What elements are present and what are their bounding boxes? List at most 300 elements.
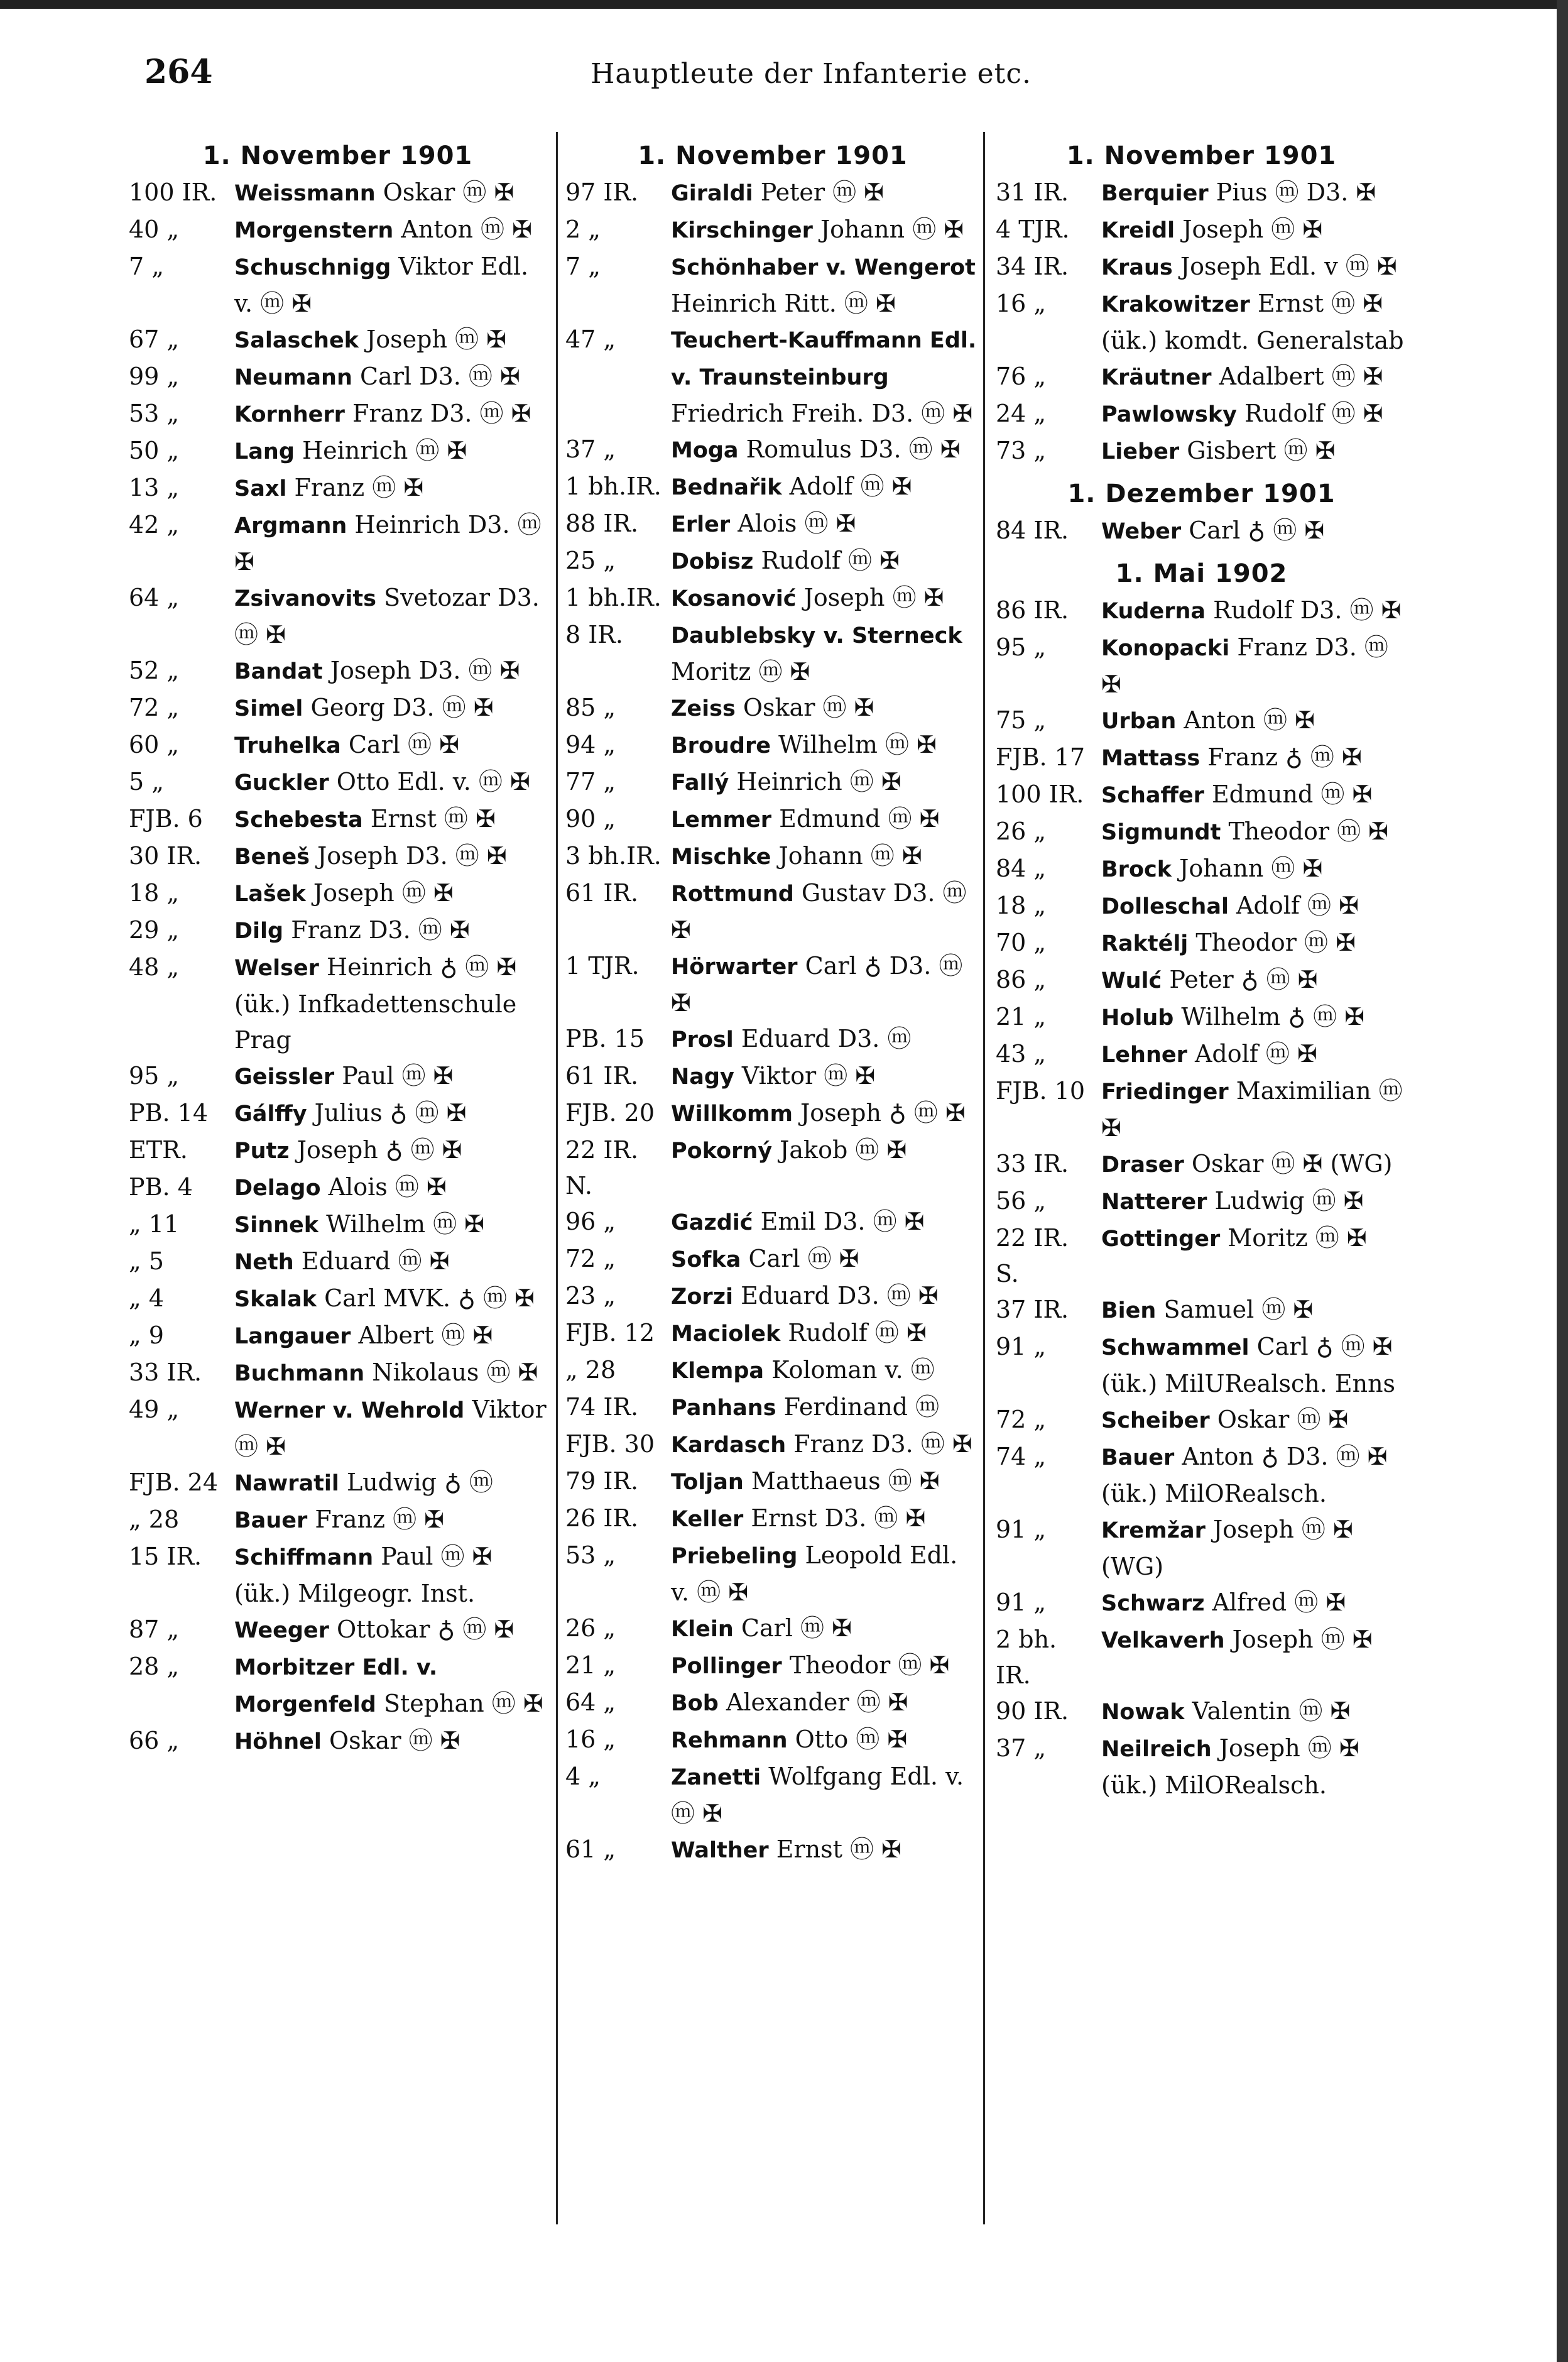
surname: Lang xyxy=(234,439,295,464)
unit-number: 99 „ xyxy=(129,363,180,390)
surname: Velkaverh xyxy=(1101,1628,1225,1653)
entry-text xyxy=(671,1610,980,1648)
unit-number: 86 IR. xyxy=(996,596,1069,624)
surname: Sinnek xyxy=(234,1213,319,1238)
officer-entry xyxy=(996,1730,1407,1803)
officer-entry xyxy=(996,1329,1407,1402)
surname: Truhelka xyxy=(234,733,341,758)
officer-entry xyxy=(129,1244,547,1281)
unit-number: 95 „ xyxy=(996,633,1047,661)
scan-edge-right xyxy=(1557,0,1568,2362)
unit-number: 40 „ xyxy=(129,216,180,243)
entry-text xyxy=(1101,1439,1407,1512)
given-name-and-decorations: Emil D3. ⓜ ✠ xyxy=(760,1208,925,1235)
given-name-and-decorations: Svetozar D3. ⓜ ✠ xyxy=(234,584,540,648)
entry-text xyxy=(1101,1329,1407,1402)
surname: Dobisz xyxy=(671,549,754,574)
given-name-and-decorations: Wolfgang Edl. v. ⓜ ✠ xyxy=(671,1763,964,1827)
entry-text xyxy=(234,1392,547,1465)
officer-entry xyxy=(129,1392,547,1465)
unit-number: 90 „ xyxy=(565,805,616,833)
officer-entry xyxy=(129,1318,547,1355)
given-name-and-decorations: Oskar ⓜ ✠ xyxy=(1217,1406,1349,1433)
given-name-and-decorations: Samuel ⓜ ✠ xyxy=(1163,1296,1314,1323)
given-name-and-decorations: Carl ♁ ⓜ ✠ xyxy=(1189,517,1325,544)
given-name-and-decorations: Anton ⓜ ✠ xyxy=(1184,706,1315,734)
officer-entry xyxy=(129,433,547,470)
surname: Nawratil xyxy=(234,1471,339,1496)
officer-entry xyxy=(996,286,1407,359)
unit-number: 33 IR. xyxy=(996,1150,1069,1178)
surname: Maciolek xyxy=(671,1321,781,1347)
given-name-and-decorations: Rudolf ⓜ ✠ xyxy=(1244,400,1383,427)
officer-entry xyxy=(129,580,547,653)
given-name-and-decorations: Alfred ⓜ ✠ xyxy=(1212,1588,1346,1616)
officer-entry xyxy=(129,470,547,507)
given-name-and-decorations: Franz D3. ⓜ ✠ xyxy=(291,916,470,944)
entry-text xyxy=(1101,359,1407,396)
officer-entry xyxy=(129,359,547,396)
given-name-and-decorations: Stephan ⓜ ✠ xyxy=(383,1690,543,1717)
officer-entry xyxy=(565,543,980,580)
surname: Zanetti xyxy=(671,1765,761,1790)
given-name-and-decorations: Joseph ⓜ ✠ xyxy=(1232,1626,1373,1653)
given-name-and-decorations: Eduard ⓜ ✠ xyxy=(301,1247,450,1275)
surname: Draser xyxy=(1101,1152,1184,1178)
surname: Salaschek xyxy=(234,328,359,353)
unit-number: FJB. 24 xyxy=(129,1468,219,1496)
entry-text xyxy=(234,359,547,396)
given-name-and-decorations: Joseph Edl. v ⓜ ✠ xyxy=(1180,253,1397,280)
surname: Wulć xyxy=(1101,968,1162,993)
surname: Lehner xyxy=(1101,1042,1187,1068)
officer-entry xyxy=(565,764,980,801)
entry-text xyxy=(1101,1073,1407,1146)
officer-entry xyxy=(129,1612,547,1649)
entry-text xyxy=(671,1021,980,1058)
surname: Werner v. Wehrold xyxy=(234,1398,465,1423)
entry-text xyxy=(234,838,547,875)
officer-entry xyxy=(129,653,547,690)
unit-number: 61 IR. xyxy=(565,879,639,907)
unit-number: 34 IR. xyxy=(996,253,1069,280)
surname: Bien xyxy=(1101,1298,1157,1323)
given-name-and-decorations: Franz ⓜ ✠ xyxy=(294,474,424,501)
surname: Lieber xyxy=(1101,439,1180,464)
officer-entry xyxy=(129,1206,547,1244)
officer-entry xyxy=(565,1315,980,1352)
surname: Dilg xyxy=(234,919,284,944)
entry-text xyxy=(234,396,547,433)
entry-text xyxy=(671,1204,980,1241)
unit-number: 52 „ xyxy=(129,657,180,684)
entry-text xyxy=(1101,814,1407,851)
unit-number: 100 IR. xyxy=(996,780,1084,808)
unit-number: FJB. 6 xyxy=(129,805,203,833)
surname: Nowak xyxy=(1101,1700,1185,1725)
unit-number: 37 IR. xyxy=(996,1296,1069,1323)
column-rule-1 xyxy=(556,132,558,2224)
surname: Lašek xyxy=(234,882,306,907)
given-name-and-decorations: Maximilian ⓜ ✠ xyxy=(1101,1077,1403,1142)
given-name-and-decorations: Ludwig ⓜ ✠ xyxy=(1214,1187,1364,1215)
entry-text xyxy=(1101,1292,1407,1329)
given-name-and-decorations: Franz ♁ ⓜ ✠ xyxy=(1207,743,1362,771)
unit-number: 23 „ xyxy=(565,1282,616,1309)
surname: Zsivanovits xyxy=(234,586,376,611)
officer-entry xyxy=(129,322,547,359)
given-name-and-decorations: Heinrich ⓜ ✠ xyxy=(302,437,467,464)
surname: Bob xyxy=(671,1691,719,1716)
unit-number: 3 bh.IR. xyxy=(565,842,662,870)
running-head: Hauptleute der Infanterie etc. xyxy=(591,58,1032,90)
surname: Kosanović xyxy=(671,586,797,611)
officer-entry xyxy=(996,1146,1407,1183)
page-number: 264 xyxy=(144,53,213,91)
officer-entry xyxy=(565,801,980,838)
unit-number: 87 „ xyxy=(129,1616,180,1643)
officer-entry xyxy=(129,1058,547,1095)
given-name-and-decorations: Joseph ⓜ ✠ xyxy=(1182,216,1323,243)
surname: Neilreich xyxy=(1101,1737,1212,1762)
entry-text xyxy=(1101,740,1407,777)
surname: Bauer xyxy=(1101,1445,1175,1470)
given-name-and-decorations: Wilhelm ⓜ ✠ xyxy=(778,731,937,758)
given-name-and-decorations: Paul ⓜ ✠ (ük.) Milgeogr. Inst. xyxy=(234,1543,493,1607)
entry-text xyxy=(234,1723,547,1760)
officer-entry xyxy=(129,727,547,764)
surname: Natterer xyxy=(1101,1189,1207,1215)
unit-number: 61 „ xyxy=(565,1835,616,1863)
entry-text xyxy=(234,1355,547,1392)
unit-number: 90 IR. xyxy=(996,1697,1069,1725)
officer-entry xyxy=(129,801,547,838)
entry-text xyxy=(1101,1220,1407,1257)
given-name-and-decorations: Wilhelm ♁ ⓜ ✠ xyxy=(1181,1003,1365,1031)
given-name-and-decorations: Carl D3. ⓜ ✠ xyxy=(359,363,520,390)
unit-number: 13 „ xyxy=(129,474,180,501)
entry-text xyxy=(1101,851,1407,888)
unit-number: 53 „ xyxy=(565,1541,616,1569)
entry-text xyxy=(671,543,980,580)
surname: Lemmer xyxy=(671,807,771,833)
unit-number: 1 bh.IR. xyxy=(565,584,662,611)
surname: Kornherr xyxy=(234,402,345,427)
unit-number: 22 IR. S. xyxy=(996,1224,1069,1288)
officer-entry xyxy=(565,175,980,212)
unit-number: 48 „ xyxy=(129,953,180,981)
entry-text xyxy=(671,432,980,469)
officer-entry xyxy=(565,727,980,764)
officer-entry xyxy=(129,1132,547,1169)
entry-text xyxy=(671,1832,980,1869)
given-name-and-decorations: Johann ⓜ ✠ xyxy=(778,842,922,870)
officer-entry xyxy=(996,703,1407,740)
surname: Pokorný xyxy=(671,1139,773,1164)
surname: Toljan xyxy=(671,1470,744,1495)
given-name-and-decorations: Viktor ⓜ ✠ xyxy=(741,1062,876,1090)
officer-entry xyxy=(129,1095,547,1132)
surname: Kreidl xyxy=(1101,218,1175,243)
surname: Moga xyxy=(671,438,739,463)
unit-number: „ 28 xyxy=(129,1506,180,1533)
entry-text xyxy=(1101,249,1407,286)
given-name-and-decorations: Friedrich Freih. D3. ⓜ ✠ xyxy=(671,400,973,427)
surname: Skalak xyxy=(234,1287,317,1312)
entry-text xyxy=(1101,1693,1407,1730)
unit-number: 33 IR. xyxy=(129,1359,202,1386)
entry-text xyxy=(671,322,980,432)
surname: Langauer xyxy=(234,1324,351,1349)
officer-entry xyxy=(996,359,1407,396)
entry-text xyxy=(234,433,547,470)
surname: Buchmann xyxy=(234,1361,365,1386)
surname: Geissler xyxy=(234,1064,335,1090)
entry-text xyxy=(234,507,547,580)
officer-entry xyxy=(996,1073,1407,1146)
unit-number: „ 5 xyxy=(129,1247,164,1275)
given-name-and-decorations: Adolf ⓜ ✠ xyxy=(1194,1040,1317,1068)
entry-text xyxy=(234,1095,547,1132)
surname: Urban xyxy=(1101,709,1177,734)
officer-entry xyxy=(129,1723,547,1760)
given-name-and-decorations: Eduard D3. ⓜ xyxy=(741,1025,912,1053)
unit-number: 56 „ xyxy=(996,1187,1047,1215)
officer-entry xyxy=(129,1281,547,1318)
officer-entry xyxy=(129,1649,547,1723)
surname: Neumann xyxy=(234,365,352,390)
unit-number: „ 4 xyxy=(129,1284,164,1312)
officer-entry xyxy=(129,912,547,949)
unit-number: FJB. 10 xyxy=(996,1077,1086,1105)
officer-entry xyxy=(996,1292,1407,1329)
officer-entry xyxy=(565,1278,980,1315)
unit-number: 72 „ xyxy=(565,1245,616,1272)
entry-text xyxy=(671,875,980,948)
officer-entry xyxy=(565,506,980,543)
unit-number: „ 9 xyxy=(129,1321,164,1349)
officer-entry xyxy=(129,838,547,875)
unit-number: 24 „ xyxy=(996,400,1047,427)
given-name-and-decorations: Oskar ⓜ ✠ xyxy=(743,694,874,721)
given-name-and-decorations: Joseph ⓜ ✠ xyxy=(366,325,506,353)
given-name-and-decorations: Romulus D3. ⓜ ✠ xyxy=(746,435,961,463)
surname: Schebesta xyxy=(234,807,363,833)
unit-number: 84 IR. xyxy=(996,517,1069,544)
officer-entry xyxy=(565,1058,980,1095)
given-name-and-decorations: Rudolf D3. ⓜ ✠ xyxy=(1213,596,1402,624)
entry-text xyxy=(671,1722,980,1759)
section-heading: 1. Mai 1902 xyxy=(1115,559,1288,588)
officer-entry xyxy=(996,1585,1407,1622)
given-name-and-decorations: Joseph D3. ⓜ ✠ xyxy=(317,842,507,870)
officer-entry xyxy=(565,1610,980,1648)
surname: Guckler xyxy=(234,770,329,796)
unit-number: 1 TJR. xyxy=(565,952,640,980)
unit-number: 91 „ xyxy=(996,1333,1047,1360)
given-name-and-decorations: Peter ⓜ ✠ xyxy=(760,178,885,206)
officer-entry xyxy=(996,777,1407,814)
unit-number: FJB. 12 xyxy=(565,1319,655,1347)
officer-entry xyxy=(996,740,1407,777)
entry-text xyxy=(234,1612,547,1649)
entry-text xyxy=(671,1132,980,1169)
unit-number: 91 „ xyxy=(996,1588,1047,1616)
unit-number: 74 „ xyxy=(996,1443,1047,1470)
surname: Brock xyxy=(1101,857,1172,882)
officer-entry xyxy=(996,593,1407,630)
unit-number: 1 bh.IR. xyxy=(565,473,662,500)
given-name-and-decorations: Otto ⓜ ✠ xyxy=(795,1725,908,1753)
unit-number: 77 „ xyxy=(565,768,616,796)
given-name-and-decorations: Joseph ⓜ ✠ xyxy=(803,584,944,611)
given-name-and-decorations: Carl ⓜ ✠ xyxy=(748,1245,859,1272)
entry-text xyxy=(234,875,547,912)
entry-text xyxy=(671,1501,980,1538)
given-name-and-decorations: Otto Edl. v. ⓜ ✠ xyxy=(336,768,530,796)
surname: Pollinger xyxy=(671,1654,782,1679)
officer-entry xyxy=(996,433,1407,470)
officer-entry xyxy=(565,249,980,322)
surname: Willkomm xyxy=(671,1102,793,1127)
given-name-and-decorations: Ernst D3. ⓜ ✠ xyxy=(751,1504,926,1532)
unit-number: 4 TJR. xyxy=(996,216,1070,243)
entry-text xyxy=(234,1206,547,1244)
surname: Schwammel xyxy=(1101,1335,1250,1360)
surname: Saxl xyxy=(234,476,287,501)
unit-number: 67 „ xyxy=(129,325,180,353)
surname: Sofka xyxy=(671,1247,741,1272)
officer-entry xyxy=(996,1220,1407,1292)
given-name-and-decorations: Carl ⓜ ✠ xyxy=(741,1614,852,1642)
officer-entry xyxy=(565,690,980,727)
given-name-and-decorations: Franz D3. ⓜ ✠ xyxy=(1101,633,1388,698)
surname: Raktélj xyxy=(1101,931,1189,956)
unit-number: 70 „ xyxy=(996,929,1047,956)
unit-number: 16 „ xyxy=(565,1725,616,1753)
unit-number: 53 „ xyxy=(129,400,180,427)
officer-entry xyxy=(565,1426,980,1463)
unit-number: 66 „ xyxy=(129,1727,180,1754)
unit-number: „ 28 xyxy=(565,1356,616,1384)
entry-text xyxy=(671,948,980,1021)
column-3 xyxy=(996,132,1407,2231)
entry-text xyxy=(1101,777,1407,814)
given-name-and-decorations: Julius ♁ ⓜ ✠ xyxy=(314,1099,467,1127)
surname: Klein xyxy=(671,1617,734,1642)
given-name-and-decorations: Heinrich D3. ⓜ ✠ xyxy=(234,511,542,576)
surname: Erler xyxy=(671,512,731,537)
entry-text xyxy=(671,1058,980,1095)
entry-text xyxy=(1101,1622,1407,1659)
officer-entry xyxy=(129,175,547,212)
entry-text xyxy=(671,1463,980,1501)
given-name-and-decorations: Edmund ⓜ ✠ xyxy=(779,805,940,833)
officer-entry xyxy=(996,999,1407,1036)
surname: Friedinger xyxy=(1101,1080,1229,1105)
given-name-and-decorations: Nikolaus ⓜ ✠ xyxy=(372,1359,538,1386)
officer-entry xyxy=(565,1021,980,1058)
unit-number: 18 „ xyxy=(996,892,1047,919)
given-name-and-decorations: Gustav D3. ⓜ ✠ xyxy=(671,879,967,944)
given-name-and-decorations: Ottokar ♁ ⓜ ✠ xyxy=(336,1616,514,1643)
officer-entry xyxy=(996,513,1407,550)
unit-number: 4 „ xyxy=(565,1763,601,1790)
section-heading: 1. November 1901 xyxy=(202,141,473,170)
section-heading: 1. November 1901 xyxy=(638,141,908,170)
entry-text xyxy=(234,1465,547,1502)
entry-text xyxy=(671,690,980,727)
given-name-and-decorations: Adalbert ⓜ ✠ xyxy=(1219,363,1383,390)
unit-number: PB. 14 xyxy=(129,1099,209,1127)
entry-text xyxy=(234,580,547,653)
surname: Daublebsky v. Sterneck xyxy=(671,623,962,648)
officer-entry xyxy=(565,1204,980,1241)
entry-text xyxy=(1101,396,1407,433)
officer-entry xyxy=(996,1622,1407,1693)
entry-text xyxy=(671,1241,980,1278)
given-name-and-decorations: Alexander ⓜ ✠ xyxy=(726,1688,908,1716)
unit-number: 18 „ xyxy=(129,879,180,907)
officer-entry xyxy=(129,1465,547,1502)
given-name-and-decorations: Joseph D3. ⓜ ✠ xyxy=(330,657,520,684)
surname: Schönhaber v. Wengerot xyxy=(671,255,976,280)
surname: Morgenstern xyxy=(234,218,394,243)
unit-number: 97 IR. xyxy=(565,178,639,206)
officer-entry xyxy=(129,1502,547,1539)
unit-number: 29 „ xyxy=(129,916,180,944)
unit-number: 37 „ xyxy=(565,435,616,463)
surname: Gottinger xyxy=(1101,1227,1221,1252)
given-name-and-decorations: Carl ♁ D3. ⓜ ✠ xyxy=(671,952,963,1017)
entry-text xyxy=(671,1648,980,1685)
given-name-and-decorations: Ernst ⓜ ✠ xyxy=(776,1835,901,1863)
given-name-and-decorations: Albert ⓜ ✠ xyxy=(358,1321,493,1349)
given-name-and-decorations: Viktor ⓜ ✠ xyxy=(234,1396,547,1460)
given-name-and-decorations: Rudolf ⓜ ✠ xyxy=(788,1319,927,1347)
unit-number: 43 „ xyxy=(996,1040,1047,1068)
entry-text xyxy=(671,727,980,764)
surname: Dolleschal xyxy=(1101,894,1229,919)
unit-number: 37 „ xyxy=(996,1734,1047,1762)
officer-entry xyxy=(565,1241,980,1278)
entry-text xyxy=(671,838,980,875)
given-name-and-decorations: Joseph ♁ ⓜ ✠ xyxy=(800,1099,966,1127)
surname: Höhnel xyxy=(234,1729,322,1754)
entry-text xyxy=(234,801,547,838)
entry-text xyxy=(234,949,547,1058)
unit-number: 72 „ xyxy=(996,1406,1047,1433)
unit-number: 91 „ xyxy=(996,1516,1047,1543)
officer-entry xyxy=(996,1439,1407,1512)
surname: Priebeling xyxy=(671,1544,798,1569)
surname: Schwarz xyxy=(1101,1591,1205,1616)
unit-number: 22 IR. N. xyxy=(565,1136,639,1200)
given-name-and-decorations: Adolf ⓜ ✠ xyxy=(789,473,912,500)
officer-entry xyxy=(996,1036,1407,1073)
unit-number: FJB. 30 xyxy=(565,1430,655,1458)
surname: Hörwarter xyxy=(671,954,798,980)
given-name-and-decorations: Eduard D3. ⓜ ✠ xyxy=(741,1282,939,1309)
unit-number: FJB. 17 xyxy=(996,743,1086,771)
entry-text xyxy=(671,1278,980,1315)
entry-text xyxy=(234,912,547,949)
entry-text xyxy=(1101,513,1407,550)
unit-number: 64 „ xyxy=(565,1688,616,1716)
unit-number: 16 „ xyxy=(996,290,1047,317)
surname: Bauer xyxy=(234,1508,308,1533)
surname: Bednařik xyxy=(671,475,782,500)
